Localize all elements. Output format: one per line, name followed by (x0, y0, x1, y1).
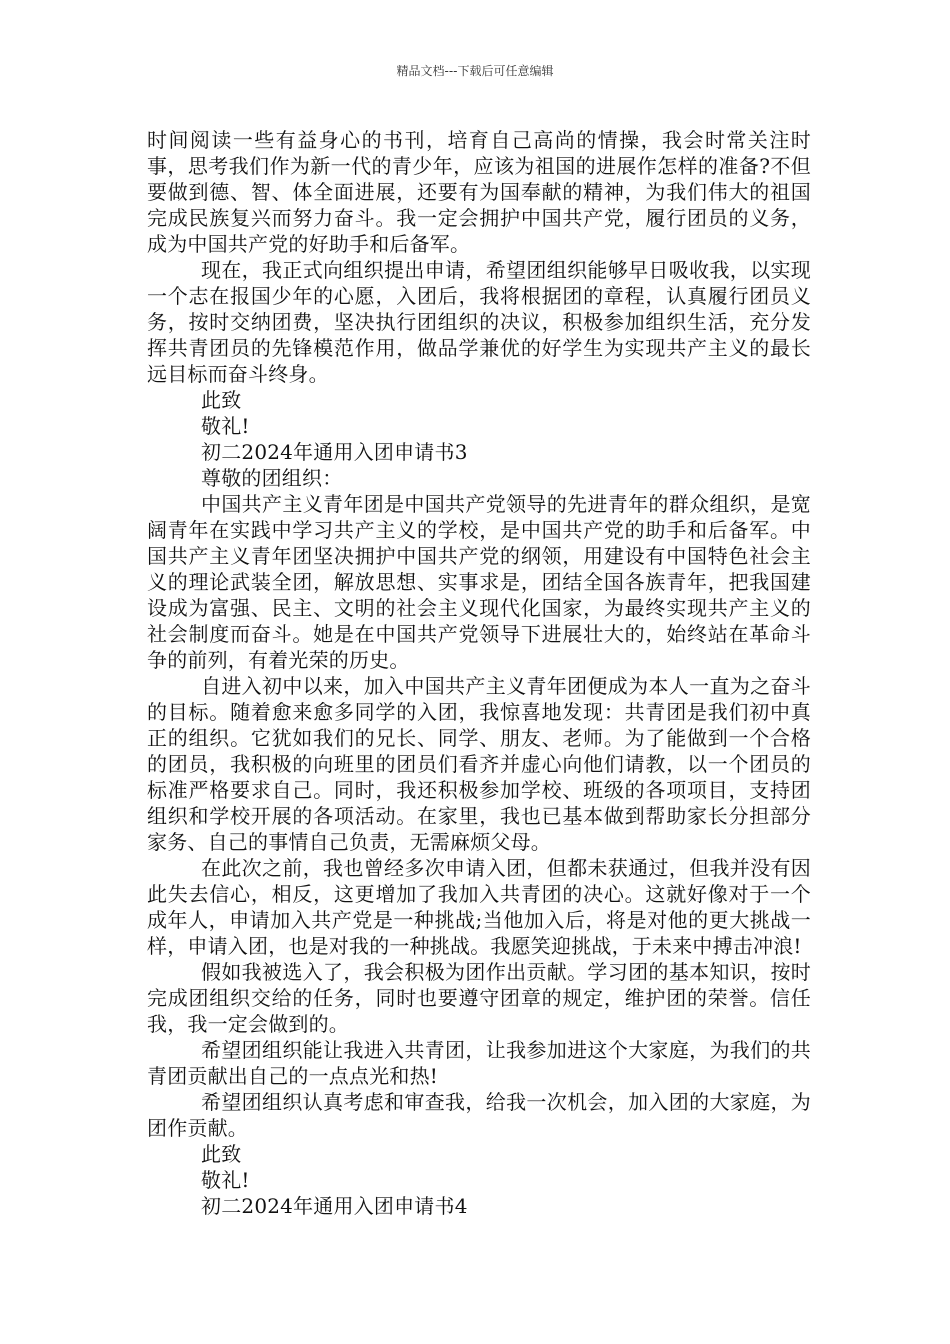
paragraph: 在此次之前，我也曾经多次申请入团，但都未获通过，但我并没有因此失去信心，相反，这更增加了我加入共青团的决心。这就好像对于一个成年人，申请加入共产党是一种挑战;当他加入后，将是对他的更大挑战一样，申请入团，也是对我的一种挑战。我愿笑迎挑战，于未来中搏击冲浪! (147, 856, 811, 958)
paragraph: 时间阅读一些有益身心的书刊，培育自己高尚的情操，我会时常关注时事，思考我们作为新一代的青少年，应该为祖国的进展作怎样的准备?不但要做到德、智、体全面进展，还要有为国奉献的精神，为我们伟大的祖国完成民族复兴而努力奋斗。我一定会拥护中国共产党，履行团员的义务，成为中国共产党的好助手和后备军。 (147, 128, 811, 256)
paragraph: 自进入初中以来，加入中国共产主义青年团便成为本人一直为之奋斗的目标。随着愈来愈多同学的入团，我惊喜地发现：共青团是我们初中真正的组织。它犹如我们的兄长、同学、朋友、老师。为了能做到一个合格的团员，我积极的向班里的团员们看齐并虚心向他们请教，以一个团员的标准严格要求自己。同时，我还积极参加学校、班级的各项项目，支持团组织和学校开展的各项活动。在家里，我也已基本做到帮助家长分担部分家务、自己的事情自己负责，无需麻烦父母。 (147, 674, 811, 854)
paragraph: 中国共产主义青年团是中国共产党领导的先进青年的群众组织，是宽阔青年在实践中学习共产主义的学校，是中国共产党的助手和后备军。中国共产主义青年团坚决拥护中国共产党的纲领，用建设有中国特色社会主义的理论武装全团，解放思想、实事求是，团结全国各族青年，把我国建设成为富强、民主、文明的社会主义现代化国家，为最终实现共产主义的社会制度而奋斗。她是在中国共产党领导下进展壮大的，始终站在革命斗争的前列，有着光荣的历史。 (147, 492, 811, 672)
closing-salutation: 此致 (201, 1142, 242, 1166)
document-body (147, 127, 811, 1219)
section-title: 初二2024年通用入团申请书3 (201, 440, 468, 464)
paragraph: 希望团组织能让我进入共青团，让我参加进这个大家庭，为我们的共青团贡献出自己的一点点光和热! (147, 1038, 811, 1088)
closing-salutation: 此致 (201, 388, 242, 412)
page-header: 精品文档---下载后可任意编辑 (396, 64, 554, 78)
greeting: 尊敬的团组织： (201, 466, 343, 490)
closing-regards: 敬礼! (201, 1168, 250, 1192)
closing-regards: 敬礼! (201, 414, 250, 438)
section-title: 初二2024年通用入团申请书4 (201, 1194, 468, 1218)
paragraph: 现在，我正式向组织提出申请，希望团组织能够早日吸收我，以实现一个志在报国少年的心愿，入团后，我将根据团的章程，认真履行团员义务，按时交纳团费，坚决执行团组织的决议，积极参加组织生活，充分发挥共青团员的先锋模范作用，做品学兼优的好学生为实现共产主义的最长远目标而奋斗终身。 (147, 258, 811, 386)
paragraph: 希望团组织认真考虑和审查我，给我一次机会，加入团的大家庭，为团作贡献。 (147, 1090, 811, 1140)
paragraph: 假如我被选入了，我会积极为团作出贡献。学习团的基本知识，按时完成团组织交给的任务，同时也要遵守团章的规定，维护团的荣誉。信任我，我一定会做到的。 (147, 960, 811, 1036)
